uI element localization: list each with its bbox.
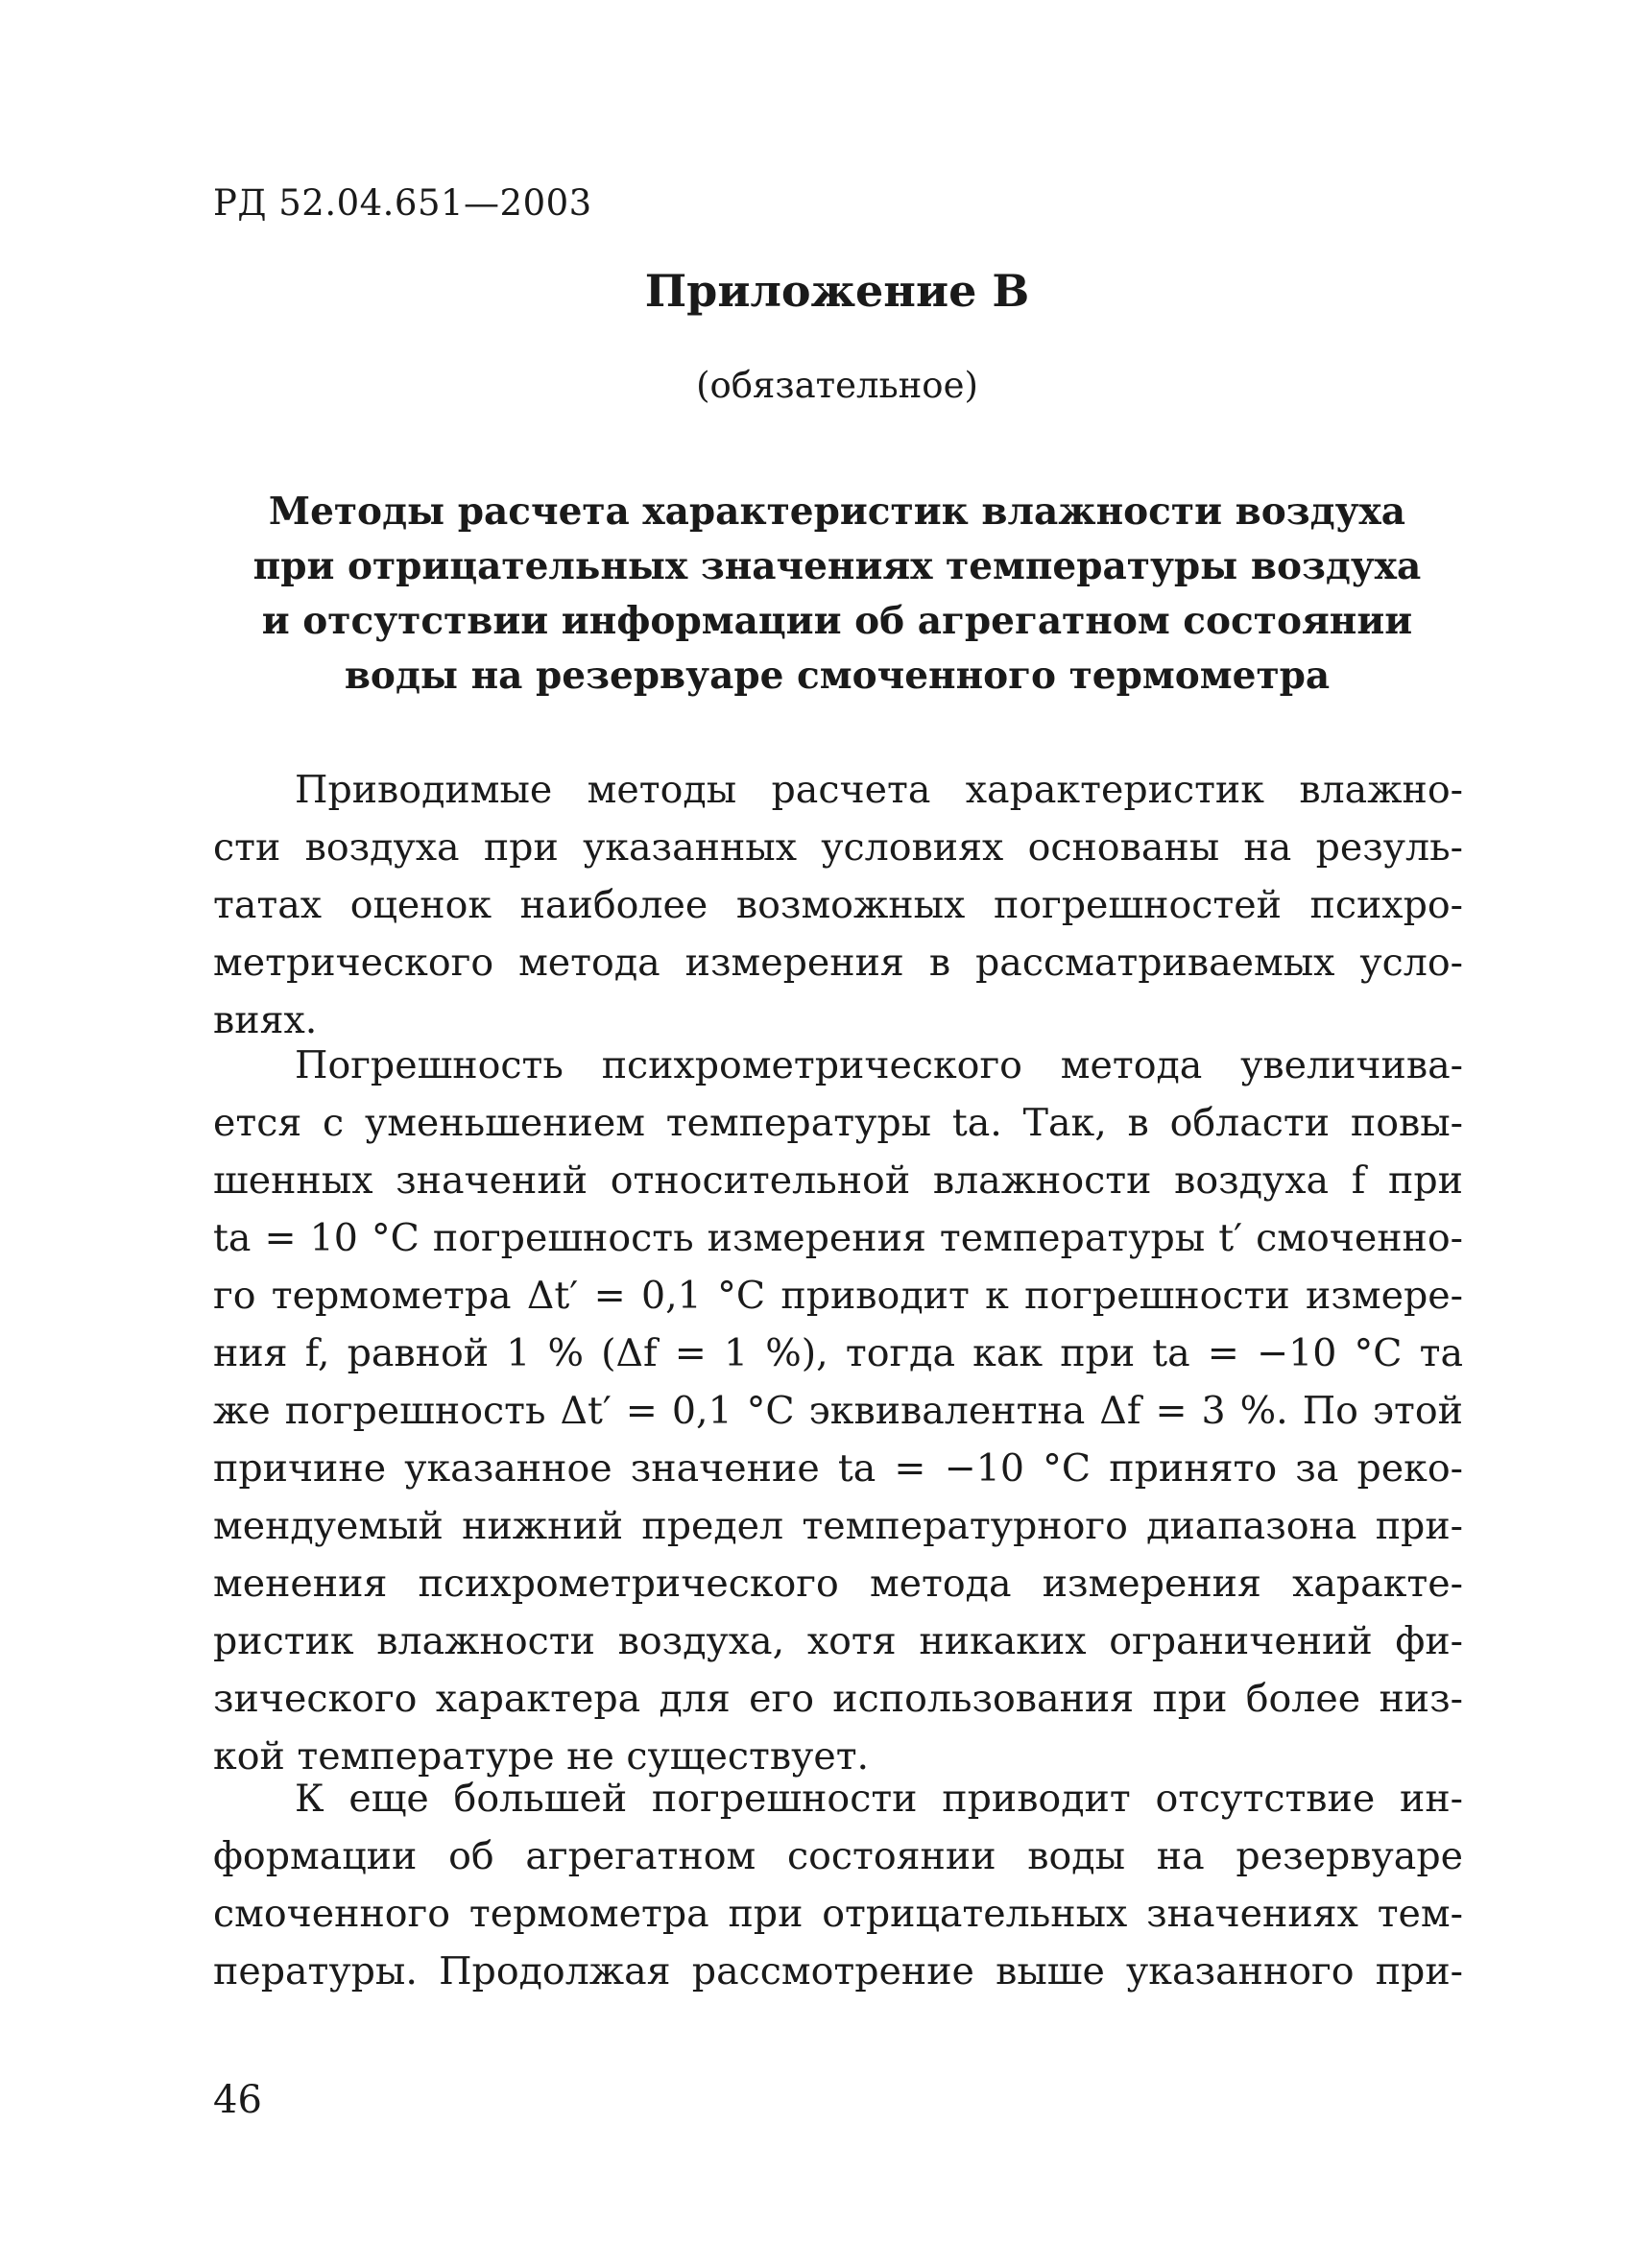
- appendix-title: Приложение В: [644, 265, 1030, 317]
- paragraph-line: ния f, равной 1 % (Δf = 1 %), тогда как при tа = −10 °С та: [213, 1331, 1463, 1375]
- paragraph-line: же погрешность Δt′ = 0,1 °С эквивалентна Δf = 3 %. По этой: [213, 1389, 1463, 1433]
- section-title-line: при отрицательных значениях температуры воздуха: [252, 544, 1422, 588]
- section-title-line: Методы расчета характеристик влажности воздуха: [268, 489, 1406, 534]
- paragraph-line: смоченного термометра при отрицательных значениях тем-: [213, 1892, 1463, 1936]
- paragraph-line: виях.: [213, 998, 318, 1042]
- paragraph-line: пературы. Продолжая рассмотрение выше указанного при-: [213, 1949, 1463, 1993]
- paragraph-line: Приводимые методы расчета характеристик влажно-: [295, 768, 1463, 812]
- paragraph-1: [213, 761, 1463, 1049]
- section-title-line: и отсутствии информации об агрегатном состоянии: [261, 599, 1413, 643]
- section-title: [213, 485, 1461, 704]
- paragraph-line: причине указанное значение tа = −10 °С принято за реко-: [213, 1446, 1463, 1491]
- document-code: РД 52.04.651—2003: [213, 182, 592, 224]
- paragraph-line: сти воздуха при указанных условиях основаны на резуль-: [213, 825, 1463, 870]
- paragraph-line: го термометра Δt′ = 0,1 °С приводит к погрешности измере-: [213, 1274, 1463, 1318]
- paragraph-line: К еще большей погрешности приводит отсутствие ин-: [295, 1777, 1463, 1821]
- paragraph-line: татах оценок наиболее возможных погрешностей психро-: [213, 883, 1463, 927]
- paragraph-line: Погрешность психрометрического метода увеличива-: [295, 1043, 1463, 1087]
- page-number: 46: [213, 2078, 262, 2122]
- paragraph-line: кой температуре не существует.: [213, 1734, 870, 1779]
- paragraph-line: шенных значений относительной влажности воздуха f при: [213, 1158, 1463, 1203]
- paragraph-line: мендуемый нижний предел температурного диапазона при-: [213, 1504, 1463, 1548]
- paragraph-3: [213, 1770, 1463, 2000]
- paragraph-2: [213, 1037, 1463, 1785]
- appendix-status: (обязательное): [696, 365, 978, 406]
- paragraph-line: менения психрометрического метода измерения характе-: [213, 1562, 1463, 1606]
- paragraph-line: tа = 10 °С погрешность измерения температуры t′ смоченно-: [213, 1216, 1463, 1260]
- paragraph-line: формации об агрегатном состоянии воды на резервуаре: [213, 1834, 1463, 1878]
- section-title-line: воды на резервуаре смоченного термометра: [344, 654, 1331, 698]
- paragraph-line: ристик влажности воздуха, хотя никаких ограничений фи-: [213, 1619, 1463, 1663]
- paragraph-line: зического характера для его использования при более низ-: [213, 1677, 1463, 1721]
- paragraph-line: ется с уменьшением температуры tа. Так, в области повы-: [213, 1101, 1463, 1145]
- paragraph-line: метрического метода измерения в рассматриваемых усло-: [213, 941, 1463, 985]
